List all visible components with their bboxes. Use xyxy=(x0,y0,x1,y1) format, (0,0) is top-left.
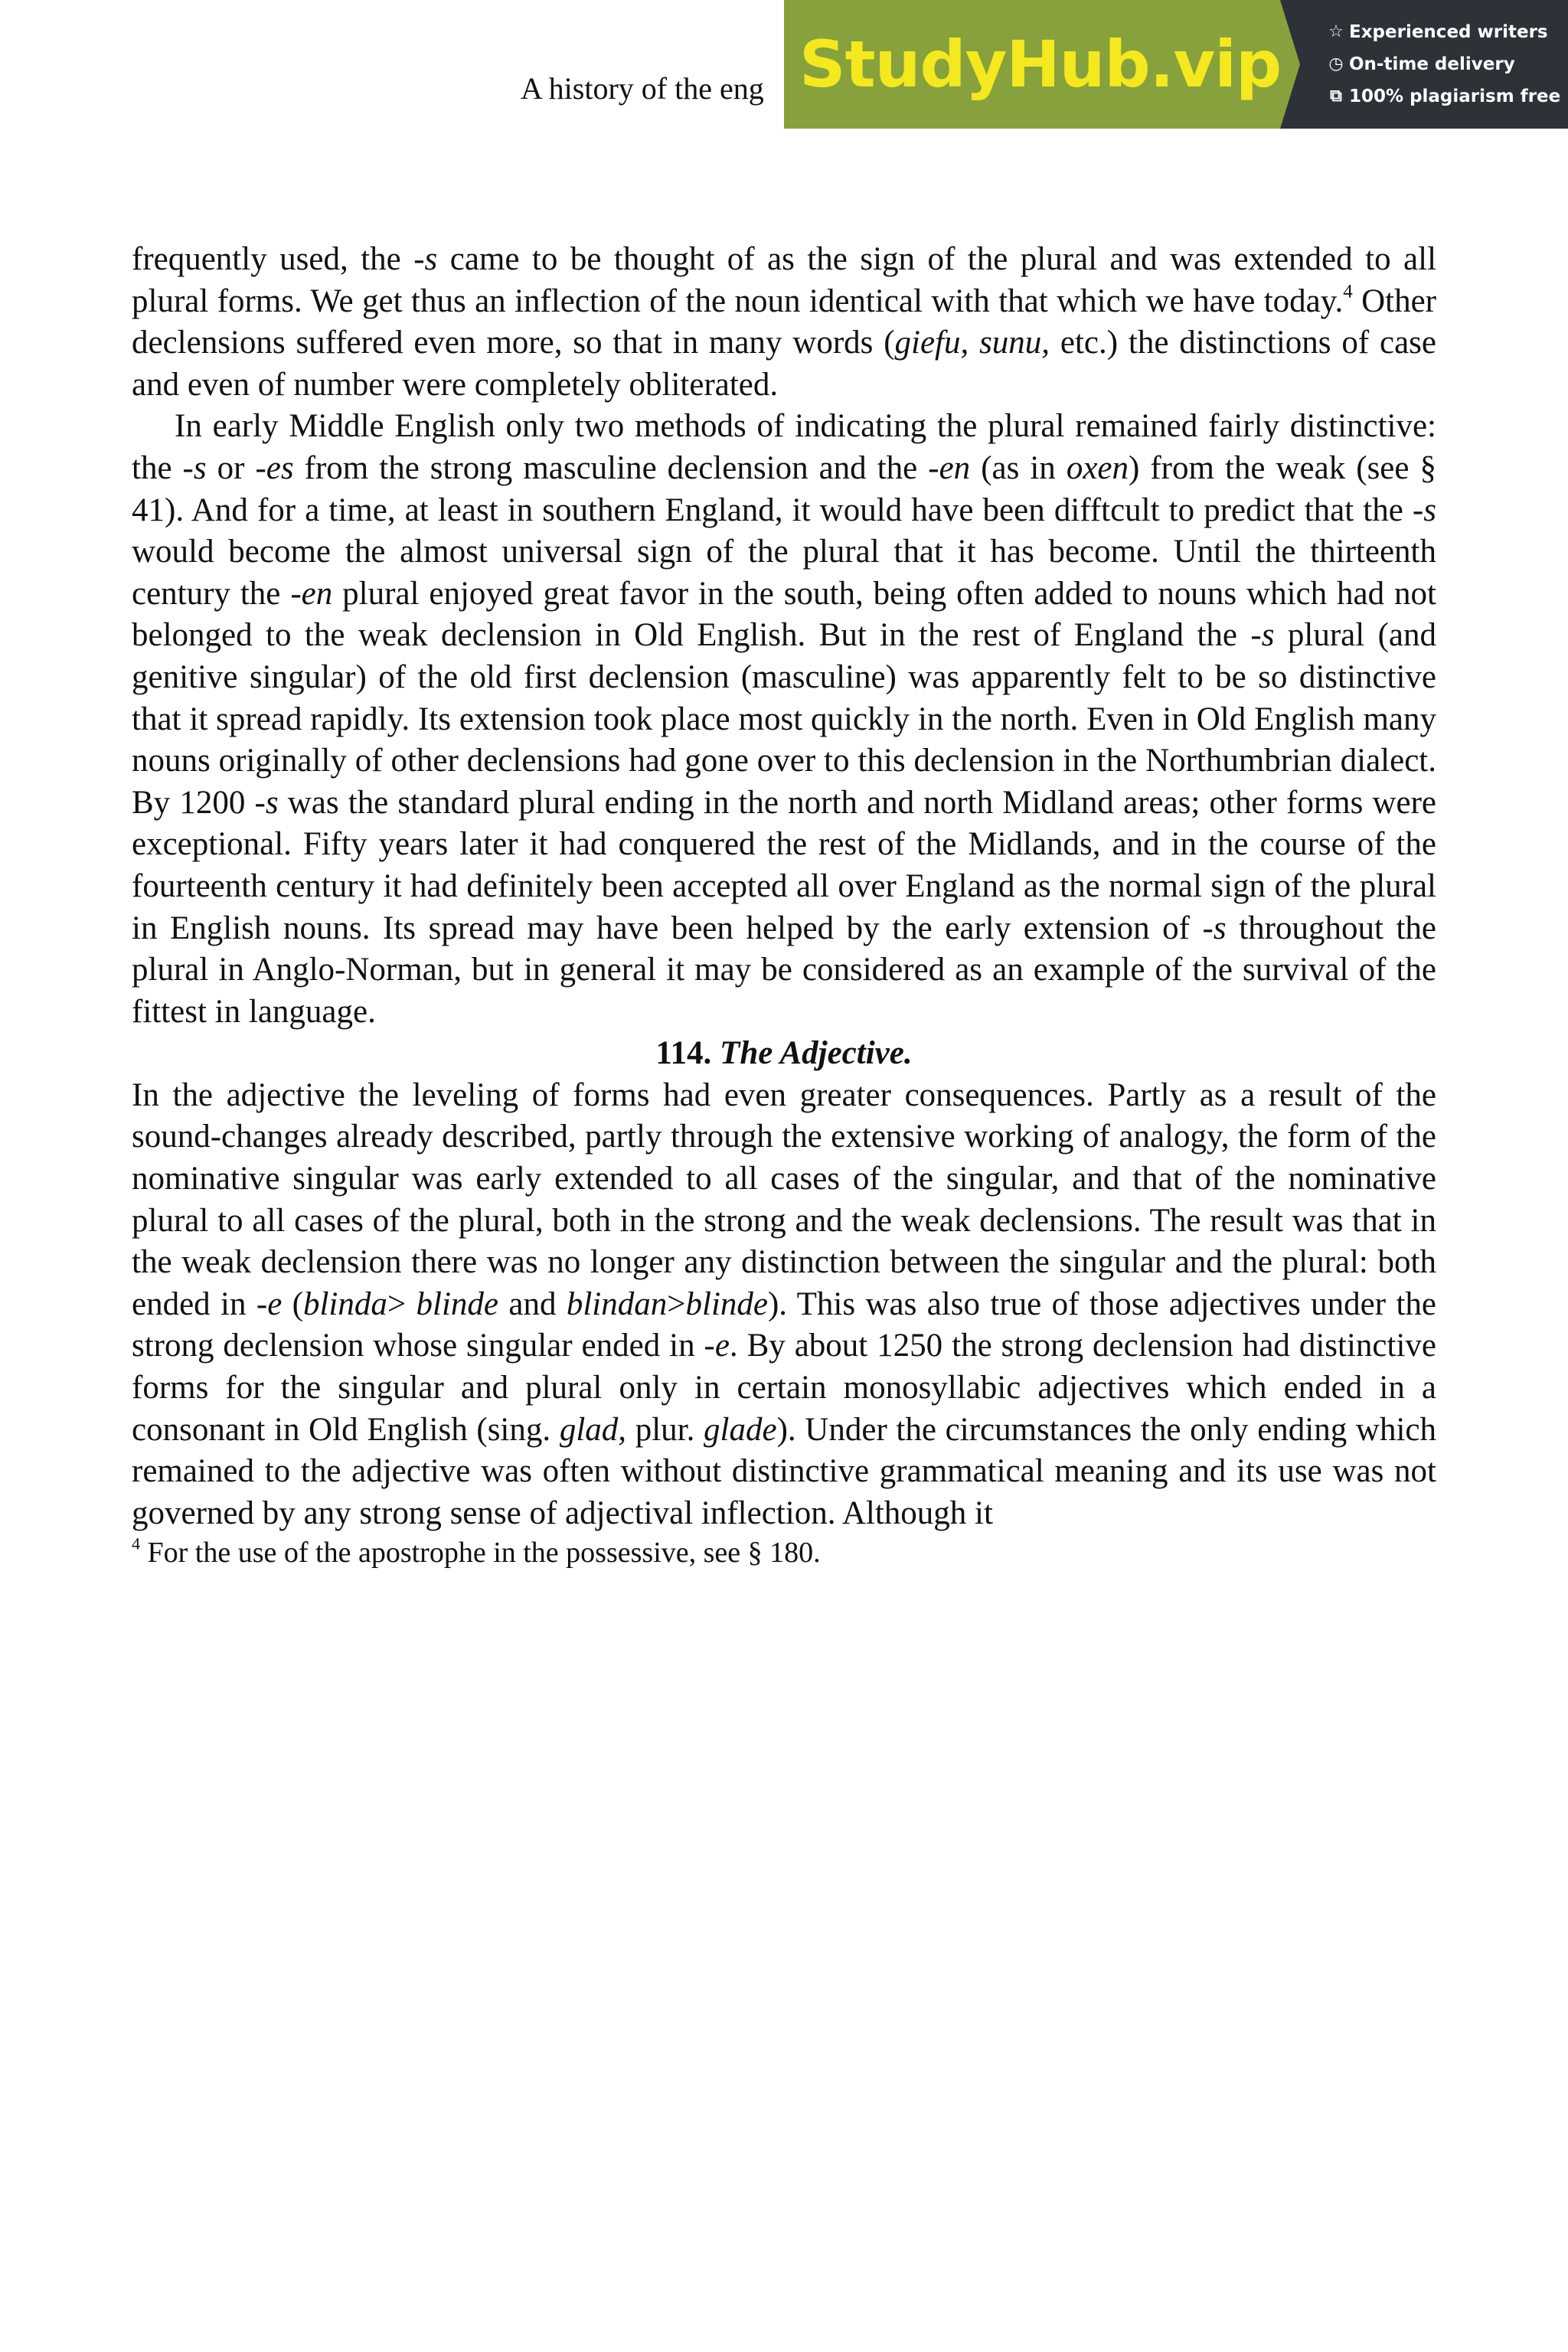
ad-logo[interactable]: StudyHub.vip xyxy=(799,27,1282,102)
section-heading: 114. The Adjective. xyxy=(655,1035,913,1072)
ad-features-panel[interactable] xyxy=(1280,0,1568,129)
clock-icon: ◷ xyxy=(1328,54,1344,74)
running-header: A history of the eng xyxy=(521,71,764,106)
ad-feature-item xyxy=(1326,48,1568,80)
footnote-ref[interactable]: 4 xyxy=(1343,280,1353,302)
paragraph-plural-methods: In early Middle English only two methods of indicating the plural remained fairly distinctive: the -s or -es from the strong masculine declension and the -en (as in oxen) from the weak (see § 41). And for a time, at least in southern England, it would have been difftcult to predict that the -s would become the almost universal sign of the plural that it has become. Until the thirteenth century the -en plural enjoyed great favor in the south, being often added to nouns which had not belonged to the weak declension in Old English. But in the rest of England the -s plural (and genitive singular) of the old first declension (masculine) was apparently felt to be so distinctive that it spread rapidly. Its extension took place most quickly in the north. Even in Old English many nouns originally of other declensions had gone over to this declension in the Northumbrian dialect. By 1200 -s was the standard plural ending in the north and north Midland areas; other forms were exceptional. Fifty years later it had conquered the rest of the Midlands, and in the course of the fourteenth century it had definitely been accepted all over England as the normal sign of the plural in English nouns. Its spread may have been helped by the early extension of -s throughout the plural in Anglo-Norman, but in general it may be considered as an example of the survival of the fittest in language. xyxy=(132,408,1437,1030)
ad-feature-label: 100% plagiarism free xyxy=(1349,87,1561,106)
ad-logo-link[interactable] xyxy=(784,0,1280,129)
ad-feature-item xyxy=(1326,80,1568,113)
ad-arrow-shape xyxy=(1280,0,1300,129)
footnote-marker: 4 xyxy=(132,1534,141,1553)
ad-feature-label: Experienced writers xyxy=(1349,22,1548,42)
paragraph-continued: frequently used, the -s came to be thought of as the sign of the plural and was extended to all plural forms. We get thus an inflection of the noun identical with that which we have today.$^4$ Other declensions suffered even more, so that in many words (giefu, sunu, etc.) the distinctions of case and even of number were completely obliterated. xyxy=(132,241,1437,403)
ad-feature-item xyxy=(1326,16,1568,48)
star-icon: ☆ xyxy=(1328,22,1344,41)
ad-feature-label: On-time delivery xyxy=(1349,54,1515,74)
paragraph-adjective: In the adjective the leveling of forms had even greater consequences. Partly as a result of the sound-changes already described, partly through the extensive working of analogy, the form of the nominative singular was early extended to all cases of the singular, and that of the nominative plural to all cases of the plural, both in the strong and the weak declensions. The result was that in the weak declension there was no longer any distinction between the singular and the plural: both ended in -e (blinda> blinde and blindan>blinde). This was also true of those adjectives under the strong declension whose singular ended in -e. By about 1250 the strong declension had distinctive forms for the singular and plural only in certain monosyllabic adjectives which ended in a consonant in Old English (sing. glad, plur. glade). Under the circumstances the only ending which remained to the adjective was often without distinctive grammatical meaning and its use was not governed by any strong sense of adjectival inflection. Although it xyxy=(132,1076,1436,1531)
copy-icon: ⧉ xyxy=(1330,87,1342,106)
footnote: $^4$ For the use of the apostrophe in the possessive, see § 180. xyxy=(132,1534,821,1570)
ad-banner[interactable] xyxy=(784,0,1568,129)
page-body xyxy=(132,239,1436,1571)
